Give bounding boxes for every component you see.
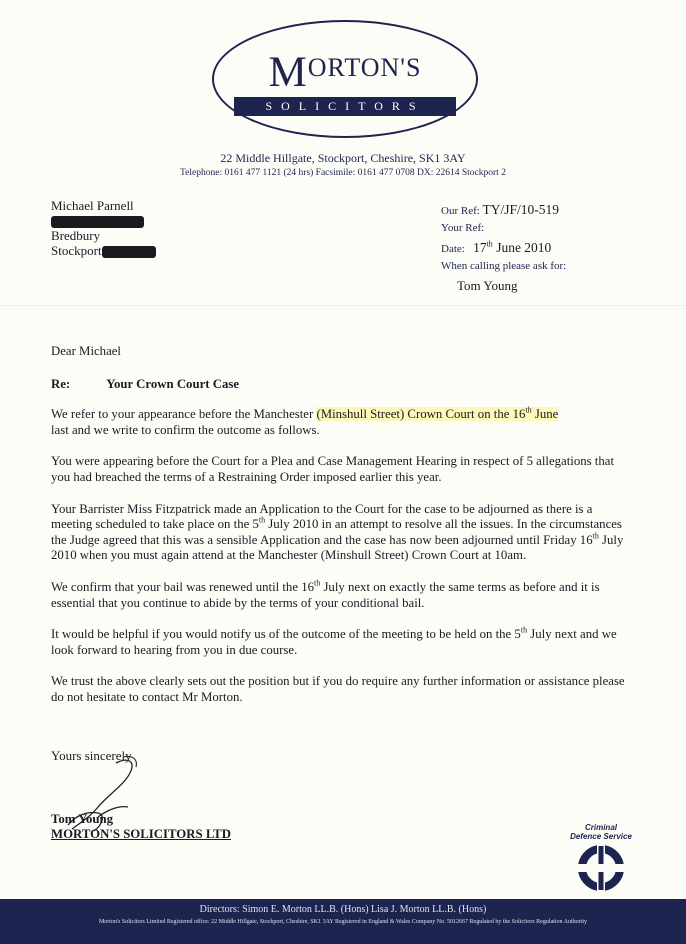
footer-directors: Directors: Simon E. Morton LL.B. (Hons) Lisa J. Morton LL.B. (Hons) bbox=[199, 904, 487, 915]
signer-firm: MORTON'S SOLICITORS LTD bbox=[51, 827, 231, 841]
p5-suffix: th bbox=[520, 625, 528, 635]
p3-text-b: July 2010 in an attempt to resolve all the issues. In the circumstances the Judge agreed that this was a sensible Application and the case has now been adjourned until Friday 16 bbox=[51, 517, 622, 547]
recipient-name: Michael Parnell bbox=[51, 198, 134, 213]
reference-block bbox=[441, 200, 566, 295]
p4-suffix: th bbox=[314, 578, 321, 588]
recipient-city-line bbox=[51, 243, 156, 258]
your-ref-label: Your Ref: bbox=[441, 222, 485, 234]
p3-text-a: Your Barrister Miss Fitzpatrick made an Application to the Court for the case to be adjourned as there is a meeting scheduled to take place on the 5 bbox=[51, 501, 593, 532]
recipient-address bbox=[51, 198, 156, 258]
highlighted-text bbox=[316, 407, 558, 421]
recipient-town: Bredbury bbox=[51, 228, 101, 243]
redaction-bar bbox=[102, 246, 156, 258]
subject-label: Re: bbox=[51, 376, 71, 391]
signer-name: Tom Young bbox=[51, 812, 113, 826]
logo-tagline: SOLICITORS bbox=[234, 97, 456, 116]
p4-text-a: We confirm that your bail was renewed until the 16 bbox=[51, 579, 315, 594]
paragraph-4 bbox=[51, 580, 636, 611]
paragraph-2: You were appearing before the Court for a Plea and Case Management Hearing in respect of 5 allegations that you had breached the terms of a Restraining Order imposed earlier this year. bbox=[51, 454, 614, 484]
redaction-bar bbox=[51, 216, 144, 228]
letterhead-address: 22 Middle Hillgate, Stockport, Cheshire, SK1 3AY bbox=[220, 151, 466, 165]
p5-text-b: July next and we look forward to hearing from you in due course. bbox=[51, 627, 617, 657]
closing: Yours sincerely bbox=[51, 748, 132, 763]
p1-suffix: th bbox=[525, 405, 532, 415]
salutation: Dear Michael bbox=[51, 344, 121, 358]
letterhead-contact: Telephone: 0161 477 1121 (24 hrs) Facsimile: 0161 477 0708 DX: 22614 Stockport 2 bbox=[180, 168, 506, 178]
p3-suffix-2: th bbox=[592, 531, 599, 541]
p3-text-c: July 2010 when you must again attend at the Manchester (Minshull Street) Crown Court at 10am. bbox=[51, 532, 624, 563]
date-day: 17 bbox=[473, 240, 487, 255]
company-logo bbox=[212, 20, 478, 138]
date-row bbox=[441, 238, 566, 257]
recipient-city: Stockport bbox=[51, 243, 102, 258]
letter-body bbox=[51, 344, 636, 722]
footer bbox=[0, 899, 686, 944]
subject-line bbox=[51, 377, 636, 393]
date-suffix: th bbox=[486, 239, 493, 249]
paragraph-3 bbox=[51, 502, 636, 564]
paper-fold bbox=[0, 305, 686, 306]
p3-suffix-1: th bbox=[258, 515, 266, 525]
cds-line1: Criminal bbox=[584, 823, 617, 832]
your-ref-row bbox=[441, 219, 566, 238]
logo-brand bbox=[212, 48, 478, 97]
our-ref-value: TY/JF/10-519 bbox=[482, 202, 560, 217]
p1-highlight: (Minshull Street) Crown Court on the 16 bbox=[316, 407, 526, 422]
date-month-year: June 2010 bbox=[492, 240, 552, 255]
our-ref-row bbox=[441, 200, 566, 219]
subject-text: Your Crown Court Case bbox=[106, 376, 240, 391]
our-ref-label: Our Ref: bbox=[441, 205, 480, 217]
recipient-street bbox=[51, 213, 156, 228]
cds-line2: Defence Service bbox=[570, 832, 632, 841]
paragraph-1 bbox=[51, 407, 636, 438]
signature-block bbox=[51, 812, 231, 842]
calling-label: When calling please ask for: bbox=[441, 260, 567, 272]
p5-text-a: It would be helpful if you would notify us of the outcome of the meeting to be held on the 5 bbox=[51, 627, 521, 642]
paragraph-6: We trust the above clearly sets out the position but if you do require any further information or assistance please do not hesitate to contact Mr Morton. bbox=[51, 674, 625, 704]
date-value bbox=[473, 240, 551, 255]
contact-person: Tom Young bbox=[457, 278, 518, 293]
p4-text-b: July next on exactly the same terms as before and it is essential that you continue to abide by the terms of your conditional bail. bbox=[51, 579, 600, 610]
footer-registration: Morton's Solicitors Limited Registered office: 22 Middle Hillgate, Stockport, Cheshire, SK1 3AY Registered in England & Wales Company No. 5012667 Regulated by the Solicitors Regulation Authority bbox=[98, 919, 588, 925]
date-label: Date: bbox=[441, 243, 465, 255]
logo-initial: M bbox=[268, 49, 308, 96]
p1-text: We refer to your appearance before the Manchester bbox=[51, 407, 317, 422]
logo-name: ORTON'S bbox=[307, 53, 422, 82]
criminal-defence-service-logo bbox=[566, 823, 636, 898]
p1-highlight-month: June bbox=[531, 407, 559, 422]
p1-text-end: last and we write to confirm the outcome as follows. bbox=[51, 422, 320, 437]
paragraph-5 bbox=[51, 627, 636, 658]
cds-emblem-icon bbox=[573, 841, 629, 893]
